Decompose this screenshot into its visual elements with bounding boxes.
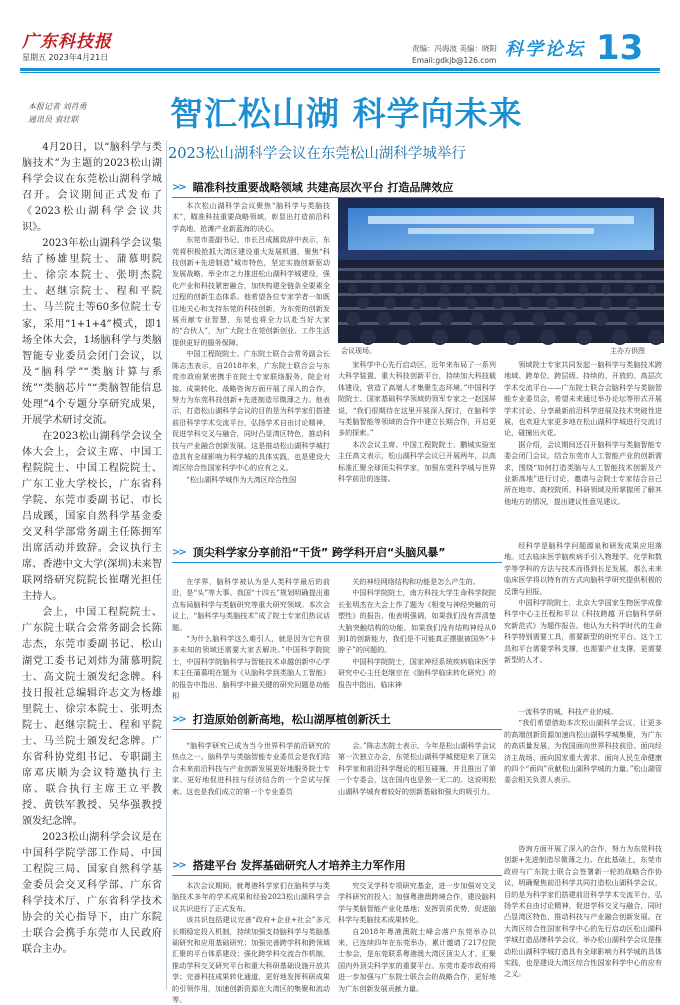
section-heading-3 (172, 710, 391, 728)
section-4-col-3 (504, 843, 662, 995)
paragraph: 中国工程院院士、广东院士联合会常务副会长陈志杰表示，自2018年来，广东院士联合会与东莞市政府紧密携手在院士专家联络服务、院企对接、成果转化、战略咨询方面开展了深入的合作，努力为东莞科技创新+先进制造尽微薄之力。他表示，打造松山湖科学会议的目的是为科学家们搭建前沿科学学术交流平台，弘扬学术自由讨论精神，促进学科交叉与融合，同时凸显湾区特色，推动科技与产业融合创新发展。这是推动松山湖科学城打造具有全球影响力科学城的具体实践，也是建设大湾区综合性国家科学中心的应有之义。 (172, 349, 330, 473)
section-2-col-2 (338, 576, 496, 694)
subheadline: 2023松山湖科学会议在东莞松山湖科学城举行 (168, 146, 466, 162)
paragraph: “松山湖科学城作为大湾区综合性国 (186, 474, 297, 484)
email: Email:gdkjb@126.com (412, 56, 497, 65)
paragraph: 一流科学的城，科技产业的城。 (518, 707, 618, 716)
page-number: 13 (596, 28, 644, 68)
double-chevron-icon: >> (172, 713, 185, 725)
paragraph: “我们希望借助本次松山湖科学会议，让更多的高端创新资源加速向松山湖科学城集聚，为广东的高质量发展，为我国面向世界科技前沿、面向经济主战场、面向国家重大需求、面向人民生命健康的四个“面向”贡献松山湖科学城的力量。”松山湖管委会相关负责人表示。 (504, 718, 662, 785)
paragraph: 在学界，脑科学被认为是人类科学最后的前沿，是“头”等大事。我国“十四五”规划明确提出重点布局脑科学与类脑研究等重大研究领域。本次会议上，“脑科学与类脑技术”成了院士专家们热议话题。 (172, 577, 330, 632)
byline-correspondent: 通讯员 袁壮联 (28, 115, 79, 124)
section-4-col-2 (338, 880, 496, 994)
paragraph: 该共识包括建议完善“政府+企业+社会”多元长期稳定投入机制，持续加强支持脑科学与类脑基础研究和应用基础研究；加强完善跨学科和跨领域汇聚的平台体系建设；强化跨学科交流合作机制，推动学科交叉研究平台和重大科研基础设施开放共享；完善科技成果转化通道，更好地发挥科研成果的引领作用，加速创新资源在大湾区的集聚和流动等。 (172, 915, 330, 1005)
paragraph: 关的神经网络结构和功能是怎么产生的。 (352, 577, 480, 586)
section-3-col-1 (172, 740, 330, 808)
paragraph: 经科学是脑科学问题源泉和研发成果应用落地。过去临床医学脑疾病手引入物理学、化学和数学等学科的方法与技术而得到长足发展，那么未来临床医学将以特有的方式向脑科学研究提供积极的反馈与回报。 (504, 541, 662, 596)
column-divider (166, 140, 167, 990)
section-2-col-3 (504, 540, 662, 694)
paragraph: 会。”陈志杰院士表示，今年是松山湖科学会议第一次独立办会，东莞松山湖科学城便迎来了顶尖科学家和前沿科学理论的相互碰撞，并且推出了第一个专委会，这在国内也是独一无二的。这说明松山湖科学城有着较好的创新基础和强大的吸引力。 (338, 741, 496, 796)
byline (28, 100, 87, 126)
lead-column (22, 140, 162, 958)
paragraph: 据介绍，会议期间还召开脑科学与类脑智能专委会闭门会议，结合东莞市人工智能产业的创新需求，围绕“如何打造类脑与人工智能技术创新及产业新高地”进行讨论，邀请与会院士专家结合自己所在地市、高校院所、科研领域及所掌握所了解其他地方的情况，提出建议性意见建议。 (504, 439, 662, 506)
lead-paragraph: 2023年松山湖科学会议集结了杨雄里院士、蒲慕明院士、徐宗本院士、张明杰院士、赵继宗院士、程和平院士、马兰院士等60多位院士专家，采用“1+1+4”模式，即1场全体大会，1场脑科学与类脑智能专业委员会闭门会议，以及“脑科学”“类脑计算与系统”“类脑芯片”“类脑智能信息处理”4个专题分享研究成果，开展学术研讨交流。 (22, 238, 162, 426)
section-rule (172, 729, 502, 730)
section-title: 顶尖科学家分享前沿“干货” 跨学科开启“头脑风暴” (192, 546, 446, 559)
byline-reporter: 本报记者 刘肖勇 (28, 102, 87, 111)
section-heading-1 (172, 178, 453, 196)
headline: 智汇松山湖 科学向未来 (170, 94, 523, 133)
paragraph: 中国科学院院士，北京大学国家生物医学成像科学中心主任程和平以《科技跨越 开启脑科学研究新范式》为题作报告。他认为大科学时代的生命科学特别需要工具，需要新型的研究平台。这个工具和平台需要学科支撑，也需要产业支撑，更需要新型的人才。 (504, 598, 662, 665)
paragraph: “为什么脑科学这么难引人，就是因为它有很多未知的领域还需要大家去解决。”中国科学院院士，中国科学院脑科学与智能技术卓越创新中心学术主任蒲慕明在题为《从脑科学到类脑人工智能》的报告中指出，脑科学中最关键的研究问题是功能相 (172, 634, 330, 701)
double-chevron-icon: >> (172, 181, 185, 193)
section-3-col-3 (504, 706, 662, 830)
section-3-col-2 (338, 740, 496, 808)
editor-info (412, 43, 497, 67)
paragraph: 自2018年粤港澳院士峰会落户东莞举办以来，已连续四年在东莞举办，累计邀请了217位院士参会，是东莞联系粤港澳大湾区顶尖人才、汇聚国内外顶尖科学家的重要平台。东莞市委市政府将进一步加强与广东院士联合会的战略合作，更好地为广东创新发展贡献力量。 (338, 926, 496, 993)
section-rule (172, 562, 502, 563)
photo-credit: 主办方供图 (610, 347, 645, 355)
lead-paragraph: 2023松山湖科学会议是在中国科学院学部工作局、中国工程院三局、国家自然科学基金委员会交叉科学部、广东省科学技术厅、广东省科学技术协会的关心指导下，由广东院士联合会携手东莞市人民政府联合主办。 (22, 832, 162, 956)
double-chevron-icon: >> (172, 859, 185, 871)
section-name: 科学论坛 (505, 39, 585, 60)
section-heading-4 (172, 856, 406, 874)
paragraph: 中国科学院院士，南方科技大学生命科学院院长张明杰在大会上作了题为《相变与神经突触的可塑性》的报告，他表明强调，如果我们没有弄清楚大脑突触结构的功能，如果我们没有结构神经从0到1的创新能力，我们是不可能真正摆脱被国外“卡脖子”的问题的。 (338, 588, 496, 655)
section-heading-2 (172, 543, 446, 561)
editors: 责编：冯海波 美编：晓阳 (412, 44, 497, 53)
issue-date: 星期五 2023年4月21日 (22, 53, 109, 62)
lead-paragraph: 4月20日，以“脑科学与类脑技术”为主题的2023松山湖科学会议在东莞松山湖科学城召开。会议期间正式发布了《2023松山湖科学会议共识》。 (22, 142, 162, 234)
paragraph: 咨询方面开展了深入的合作，努力为东莞科技创新+先进制造尽微薄之力。在此基础上，东莞市政府与广东院士联合会签署新一轮的战略合作协议，明确聚焦前沿科学共同打造松山湖科学会议，目的是为科学家们搭建前沿科学学术交流平台，弘扬学术自由讨论精神，促进学科交叉与融合，同时凸显湾区特色，推动科技与产业融合创新发展。在大湾区综合性国家科学中心的先行启动区松山湖科学城打造品牌科学会议，举办松山湖科学会议是推动松山湖科学城打造具有全球影响力科学城的具体实践，也是建设大湾区综合性国家科学中心的应有之义。 (504, 844, 662, 979)
photo-caption: 会议现场。 (341, 347, 376, 355)
lead-paragraph: 在2023松山湖科学会议全体大会上，会议主席、中国工程院院士、中国工程院院士、广东工业大学校长，广东省科学院、东莞市委副书记、市长吕成蹊，国家自然科学基金委交叉科学部常务副主任陈拥军出席活动并致辞。会议执行主席、香港中文大学(深圳)未来智联网络研究院院长崔曙光担任主持人。 (22, 430, 162, 603)
lead-paragraph: 会上，中国工程院院士、广东院士联合会常务副会长陈志杰，东莞市委副书记、松山湖党工委书记刘炜为蒲慕明院士、高文院士颁发纪念牌。科技日报社总编辑许志文为杨雄里院士、徐宗本院士、张明杰院士、赵继宗院士、程和平院士、马兰院士颁发纪念牌。广东省科协党组书记、专职副主席邓庆顺为会议特邀执行主席、联合执行主席王立平教授、黄铁军教授、吴华强教授颁发纪念牌。 (22, 607, 162, 827)
paragraph: 本次会议主席、中国工程院院士、鹏城实验室主任高文表示，松山湖科学会议已开展两年，以高标准汇聚全球顶尖科学家，加强东莞科学城与世界科学前沿的连接。 (338, 439, 496, 484)
paragraph: 本次会议期间，就粤港科学家们在脑科学与类脑技术多年的学术成果和经验2023松山湖科学会议共识进行了正式发布。 (172, 881, 330, 913)
double-chevron-icon: >> (172, 546, 185, 558)
section-rule (172, 875, 502, 876)
section-1-col-3 (504, 359, 662, 531)
section-1-col-1 (172, 200, 330, 530)
header-rule-thin (20, 72, 660, 73)
paragraph: 家科学中心先行启动区，近年来布局了一系列大科学装置、重大科技创新平台，持续加大科技载体建设，营造了高端人才集聚生态环境。”中国科学院院士、国家基础科学领域的领军专家之一赵国屏说，“我们很期待在这里开展深入探讨，在脑科学与类脑智能等领域的合作中建立长期合作，开启更多的探索。” (338, 360, 496, 438)
header-rule (20, 68, 660, 71)
section-1-col-2 (338, 359, 496, 531)
paragraph: 东莞市委副书记、市长吕成蹊致辞中表示，东莞将积极抢抓大湾区建设重大发展机遇，聚焦“科技创新+先进制造”城市特色，坚定实施创新驱动发展战略，举全市之力推进松山湖科学城建设，强化产业和科技紧密融合，加快构建全链条全要素全过程的创新生态体系。他希望各位专家学者一如既往地关心和支持东莞的科技创新，为东莞的创新发展贡献专业智慧，东莞也将全力以赴当好大家的“合伙人”，为广大院士在莞创新创业、工作生活提供更好的服务保障。 (172, 235, 330, 347)
paragraph: 领域院士专家共同发起一脑科学与类脑技术跨地域、跨单位、跨层级、持续的、开放的、高层次学术交流平台——广东院士联合会脑科学与类脑智能专业委员会，希望未来通过举办论坛等形式开展学术讨论、分享最新前沿科学进展及技术突破性进展，也欢迎大家更多地在松山湖科学城进行交流讨论，碰撞出火花。 (504, 360, 662, 438)
section-4-col-1 (172, 880, 330, 1005)
section-title: 搭建平台 发挥基础研究人才培养主力军作用 (192, 859, 406, 872)
section-2-col-1 (172, 576, 330, 701)
paragraph: 本次松山湖科学会议聚焦“脑科学与类脑技术”，瞄准科技重要战略领域，彰显出打造前沿科学高地、抢滩产业新蓝海的决心。 (172, 201, 330, 233)
paragraph: “脑科学研究已成为当今世界科学前沿研究的热点之一。脑科学与类脑智能专业委员会是我们结合未来前沿科技与产业创新发展更好地服务院士专家、更好地促进科技与经济结合的一个尝试与探索。这也是我们成立的第一个专业委员 (172, 741, 330, 796)
masthead-logo: 广东科技报 (22, 32, 112, 52)
conference-photo (338, 198, 664, 343)
section-title: 打造原始创新高地，松山湖厚植创新沃土 (192, 713, 391, 726)
paragraph: 究交叉学科专项研究基金，进一步加强对交叉学科研究的投入；加强粤港澳跨境合作，建设脑科学与类脑智能产业化基地；发挥资质优势，促进脑科学与类脑技术成果转化。 (338, 881, 496, 925)
paragraph: 中国科学院院士，国家神经系统疾病临床医学研究中心主任赵继宗在《脑科学临床转化研究》的报告中指出，临床神 (338, 656, 496, 689)
section-title: 瞄准科技重要战略领域 共建高层次平台 打造品牌效应 (192, 181, 454, 194)
